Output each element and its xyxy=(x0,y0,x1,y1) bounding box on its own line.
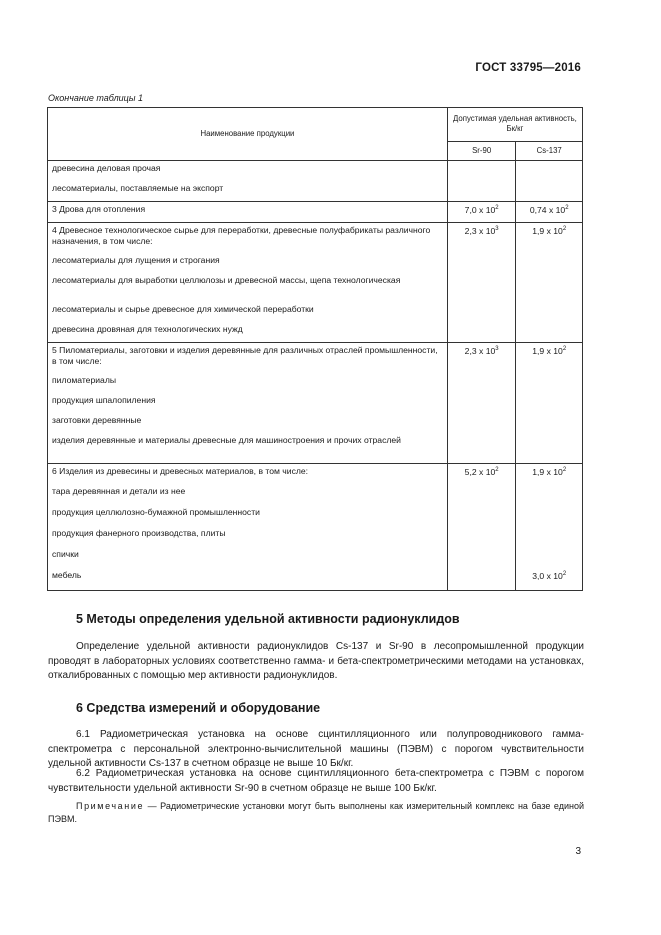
column-header-activity: Допустимая удельная активность, Бк/кг xyxy=(447,108,582,142)
sr-value-cell xyxy=(447,223,516,254)
cs-value-exponent: 2 xyxy=(565,205,569,211)
product-name-cell xyxy=(48,464,448,485)
table-row xyxy=(48,568,583,591)
sr-value-exponent: 3 xyxy=(495,346,499,352)
sr-value-cell xyxy=(447,253,516,273)
sr-value-cell xyxy=(447,393,516,413)
product-name: 3 Дрова для отопления xyxy=(52,204,146,214)
cs-value-cell xyxy=(516,161,583,182)
table-row xyxy=(48,505,583,526)
product-name-cell xyxy=(48,223,448,254)
product-name-cell xyxy=(48,302,448,322)
cs-value-cell xyxy=(516,393,583,413)
table-row xyxy=(48,547,583,568)
product-name: 5 Пиломатериалы, заготовки и изделия деревянные для различных отраслей промышленности, в том числе: xyxy=(52,345,438,366)
cs-value-cell xyxy=(516,202,583,223)
sr-value-cell xyxy=(447,526,516,547)
sr-value-cell xyxy=(447,273,516,302)
product-name-cell xyxy=(48,373,448,393)
section-6-paragraph-1: 6.1 Радиометрическая установка на основе сцинтилляционного или полупроводникового гамма-спектрометра с персональной электронно-вычислительной машины (ПЭВМ) с порогом чувствительности удельной активности Cs-137 в счетном образце не выше 10 Бк/кг. xyxy=(48,729,584,769)
product-name-cell xyxy=(48,568,448,591)
product-name: заготовки деревянные xyxy=(52,415,142,425)
cs-value-exponent: 2 xyxy=(562,467,567,473)
table-row xyxy=(48,433,583,464)
cs-value-exponent: 2 xyxy=(562,571,567,577)
table-row xyxy=(48,202,583,223)
note-label: Примечание xyxy=(76,801,145,811)
section-6-paragraph-2: 6.2 Радиометрическая установка на основе сцинтилляционного бета-спектрометра с ПЭВМ с порогом чувствительности удельной активности Sr-90 в счетном образце не выше 100 Бк/кг. xyxy=(48,768,584,794)
sr-value-base: 7,0 x 10 xyxy=(464,205,496,215)
cs-value-cell xyxy=(516,373,583,393)
cs-value-exponent: 2 xyxy=(562,346,567,352)
product-name-cell xyxy=(48,433,448,464)
cs-value-cell xyxy=(516,302,583,322)
product-name: 6 Изделия из древесины и древесных материалов, в том числе: xyxy=(52,466,309,476)
product-name-cell xyxy=(48,253,448,273)
sr-value-exponent: 2 xyxy=(495,467,499,473)
table-row xyxy=(48,181,583,202)
column-header-sr90: Sr-90 xyxy=(447,141,516,160)
sr-value-cell xyxy=(447,373,516,393)
cs-value-cell xyxy=(516,343,583,374)
sr-value-cell xyxy=(447,505,516,526)
product-name: лесоматериалы для лущения и строгания xyxy=(52,255,220,265)
section-5-heading: 5 Методы определения удельной активности радионуклидов xyxy=(76,612,460,626)
table-row xyxy=(48,484,583,505)
cs-value-base: 0,74 x 10 xyxy=(529,205,566,215)
sr-value-cell xyxy=(447,202,516,223)
cs-value-base: 1,9 x 10 xyxy=(532,467,563,477)
table-row xyxy=(48,343,583,374)
cs-value-cell xyxy=(516,413,583,433)
sr-value-cell xyxy=(447,547,516,568)
product-name-cell xyxy=(48,505,448,526)
product-name: продукция фанерного производства, плиты xyxy=(52,528,226,538)
table-row xyxy=(48,393,583,413)
table-row xyxy=(48,161,583,182)
cs-value-exponent: 2 xyxy=(562,226,567,232)
sr-value-cell xyxy=(447,464,516,485)
product-name: лесоматериалы и сырье древесное для химической переработки xyxy=(52,304,314,314)
table-row xyxy=(48,373,583,393)
table-row xyxy=(48,273,583,302)
product-name-cell xyxy=(48,202,448,223)
section-5-text: Определение удельной активности радионуклидов Cs-137 и Sr-90 в лесопромышленной продукции проводят в лабораторных условиях соответственно гамма- и бета-спектрометрическими методами на установках, откалиброванных с помощью мер активности радионуклидов. xyxy=(48,641,584,681)
product-name-cell xyxy=(48,343,448,374)
cs-value-base: 3,0 x 10 xyxy=(532,571,563,581)
product-name: тара деревянная и детали из нее xyxy=(52,486,186,496)
sr-value-base: 2,3 x 10 xyxy=(464,346,496,356)
table-row xyxy=(48,413,583,433)
sr-value-exponent: 3 xyxy=(495,226,499,232)
sr-value-base: 5,2 x 10 xyxy=(464,467,496,477)
table-row xyxy=(48,526,583,547)
cs-value-cell xyxy=(516,484,583,505)
product-name-cell xyxy=(48,413,448,433)
activity-limits-table xyxy=(47,107,583,591)
sr-value-cell xyxy=(447,343,516,374)
cs-value-cell xyxy=(516,526,583,547)
product-name-cell xyxy=(48,393,448,413)
product-name-cell xyxy=(48,161,448,182)
table-row xyxy=(48,223,583,254)
product-name: лесоматериалы для выработки целлюлозы и древесной массы, щепа технологическая xyxy=(52,275,401,285)
product-name: древесина дровяная для технологических нужд xyxy=(52,324,243,334)
product-name: древесина деловая прочая xyxy=(52,163,161,173)
sr-value-cell xyxy=(447,433,516,464)
product-name-cell xyxy=(48,181,448,202)
product-name: 4 Древесное технологическое сырье для переработки, древесные полуфабрикаты различного назначения, в том числе: xyxy=(52,225,431,246)
product-name-cell xyxy=(48,526,448,547)
product-name: лесоматериалы, поставляемые на экспорт xyxy=(52,183,224,193)
section-6-heading: 6 Средства измерений и оборудование xyxy=(76,701,321,715)
product-name-cell xyxy=(48,547,448,568)
note xyxy=(48,800,584,826)
cs-value-cell xyxy=(516,547,583,568)
cs-value-cell xyxy=(516,464,583,485)
cs-value-cell xyxy=(516,505,583,526)
sr-value-cell xyxy=(447,413,516,433)
table-row xyxy=(48,253,583,273)
column-header-cs137: Cs-137 xyxy=(516,141,583,160)
table-row xyxy=(48,464,583,485)
cs-value-cell xyxy=(516,181,583,202)
product-name: мебель xyxy=(52,570,82,580)
product-name: изделия деревянные и материалы древесные для машиностроения и прочих отраслей xyxy=(52,435,401,445)
cs-value-base: 1,9 x 10 xyxy=(532,226,563,236)
cs-value-cell xyxy=(516,433,583,464)
sr-value-base: 2,3 x 10 xyxy=(464,226,496,236)
product-name-cell xyxy=(48,322,448,343)
product-name: спички xyxy=(52,549,79,559)
sr-value-cell xyxy=(447,161,516,182)
table-row xyxy=(48,322,583,343)
column-header-product: Наименование продукции xyxy=(48,108,448,161)
cs-value-cell xyxy=(516,568,583,591)
product-name: продукция целлюлозно-бумажной промышленности xyxy=(52,507,260,517)
sr-value-cell xyxy=(447,322,516,343)
sr-value-exponent: 2 xyxy=(495,205,499,211)
sr-value-cell xyxy=(447,181,516,202)
page-number: 3 xyxy=(575,846,581,857)
cs-value-base: 1,9 x 10 xyxy=(532,346,563,356)
product-name: продукция шпалопиления xyxy=(52,395,156,405)
product-name-cell xyxy=(48,273,448,302)
document-code: ГОСТ 33795—2016 xyxy=(475,62,581,74)
sr-value-cell xyxy=(447,302,516,322)
note-text: — Радиометрические установки могут быть выполнены как измерительный комплекс на базе единой ПЭВМ. xyxy=(48,801,584,824)
product-name: пиломатериалы xyxy=(52,375,117,385)
sr-value-cell xyxy=(447,484,516,505)
cs-value-cell xyxy=(516,322,583,343)
cs-value-cell xyxy=(516,253,583,273)
table-caption: Окончание таблицы 1 xyxy=(48,93,143,103)
product-name-cell xyxy=(48,484,448,505)
cs-value-cell xyxy=(516,223,583,254)
cs-value-cell xyxy=(516,273,583,302)
table-row xyxy=(48,302,583,322)
sr-value-cell xyxy=(447,568,516,591)
